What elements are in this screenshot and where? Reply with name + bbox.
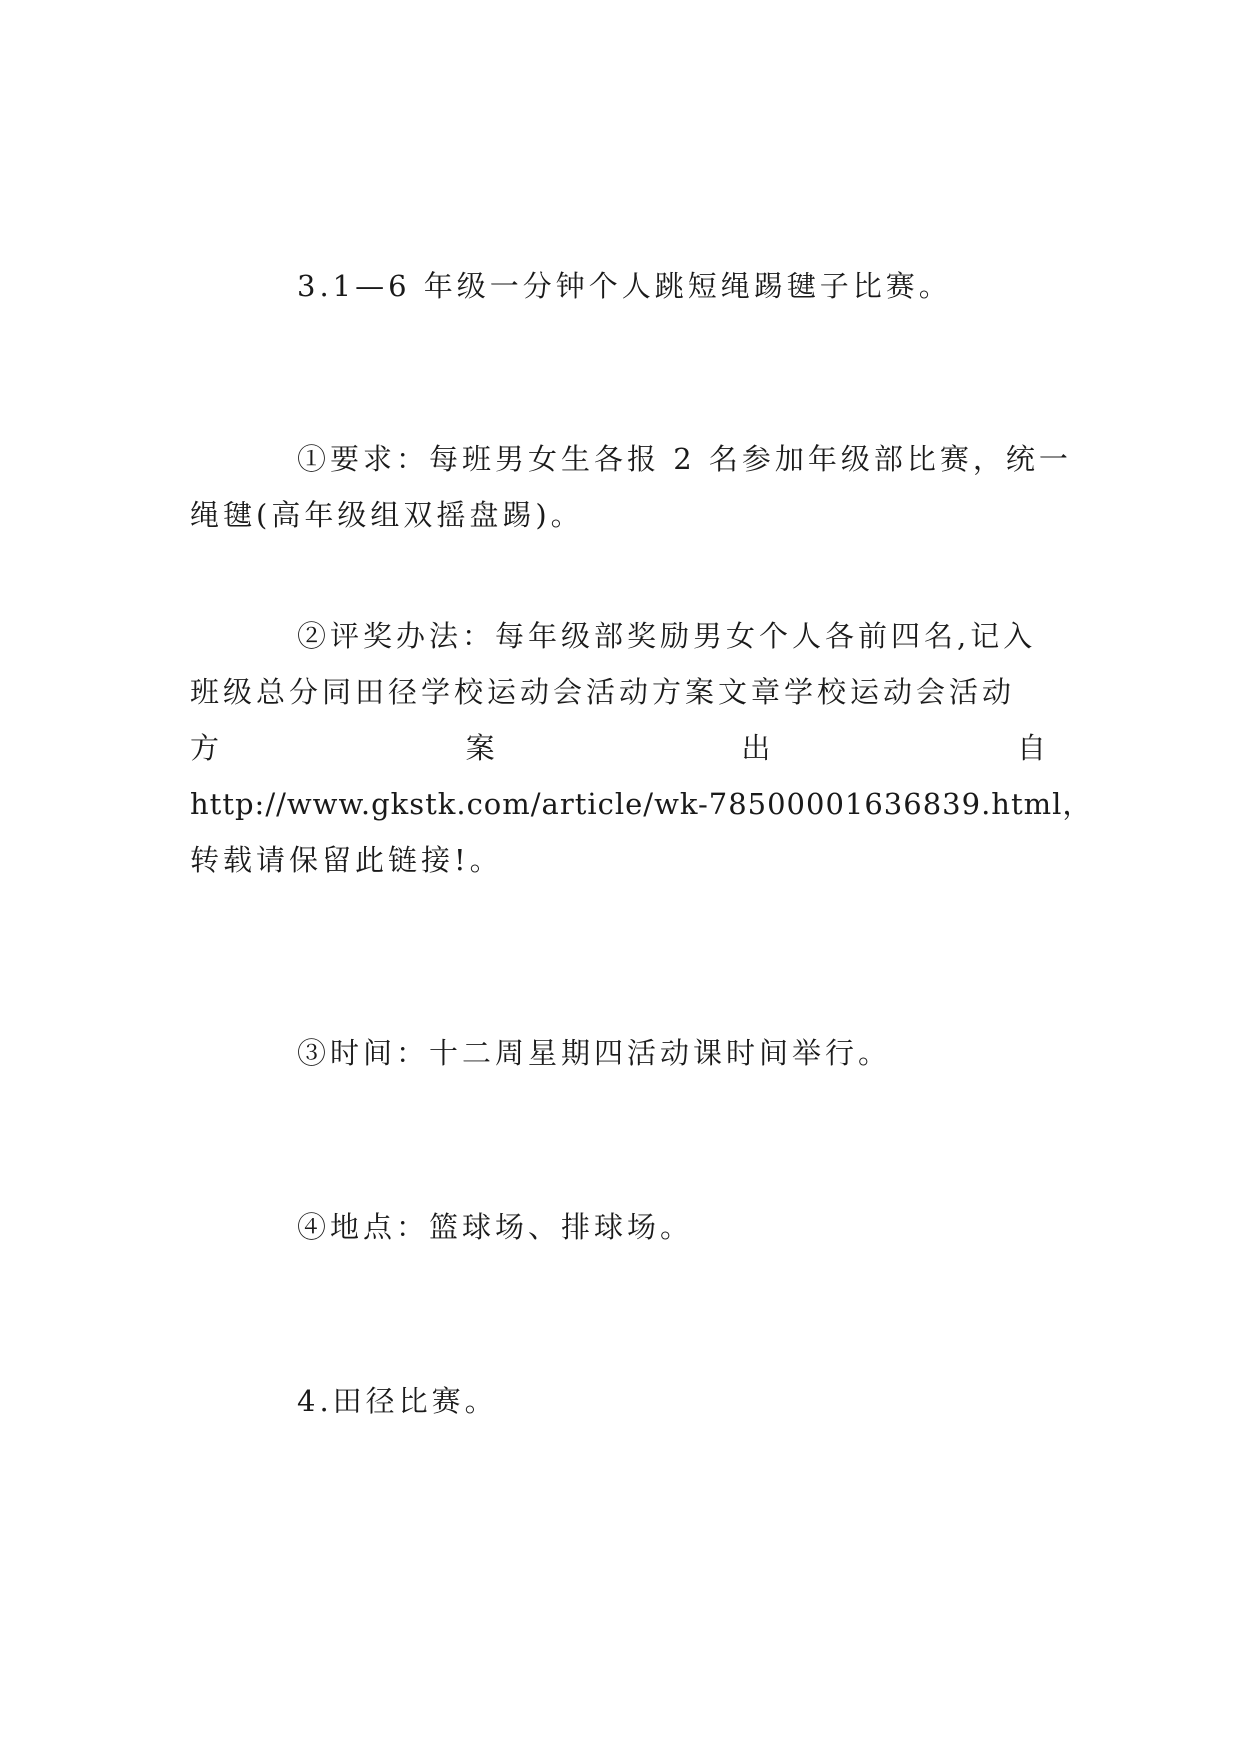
requirements-line-1: ①要求：每班男女生各报 2 名参加年级部比赛，统一 (297, 442, 1072, 476)
paragraph-rope-kick-competition (190, 258, 1157, 314)
paragraph-location (190, 1199, 1157, 1255)
award-line-3-word: 自 (1016, 731, 1050, 765)
requirements-line-2: 绳毽(高年级组双摇盘踢)。 (190, 498, 584, 532)
paragraph-track-field (190, 1373, 1157, 1429)
award-line-1: ②评奖办法：每年级部奖励男女个人各前四名,记入 (297, 619, 1037, 653)
award-line-2: 班级总分同田径学校运动会活动方案文章学校运动会活动 (190, 675, 1016, 709)
paragraph-text: 4.田径比赛。 (297, 1384, 498, 1418)
paragraph-award-method (190, 608, 1093, 888)
award-line-3-word: 出 (741, 731, 775, 765)
paragraph-requirements (190, 431, 1072, 543)
paragraph-text: ④地点：篮球场、排球场。 (297, 1210, 694, 1244)
paragraph-text: ③时间：十二周星期四活动课时间举行。 (297, 1036, 892, 1070)
source-url: http://www.gkstk.com/article/wk-78500001636839.html， (190, 787, 1093, 821)
paragraph-text: 3.1—6 年级一分钟个人跳短绳踢毽子比赛。 (297, 269, 952, 303)
award-line-3-word: 方 (190, 731, 224, 765)
award-line-5: 转载请保留此链接!。 (190, 843, 503, 877)
paragraph-time (190, 1025, 1157, 1081)
award-line-3-word: 案 (465, 731, 499, 765)
award-line-3 (190, 720, 1050, 776)
